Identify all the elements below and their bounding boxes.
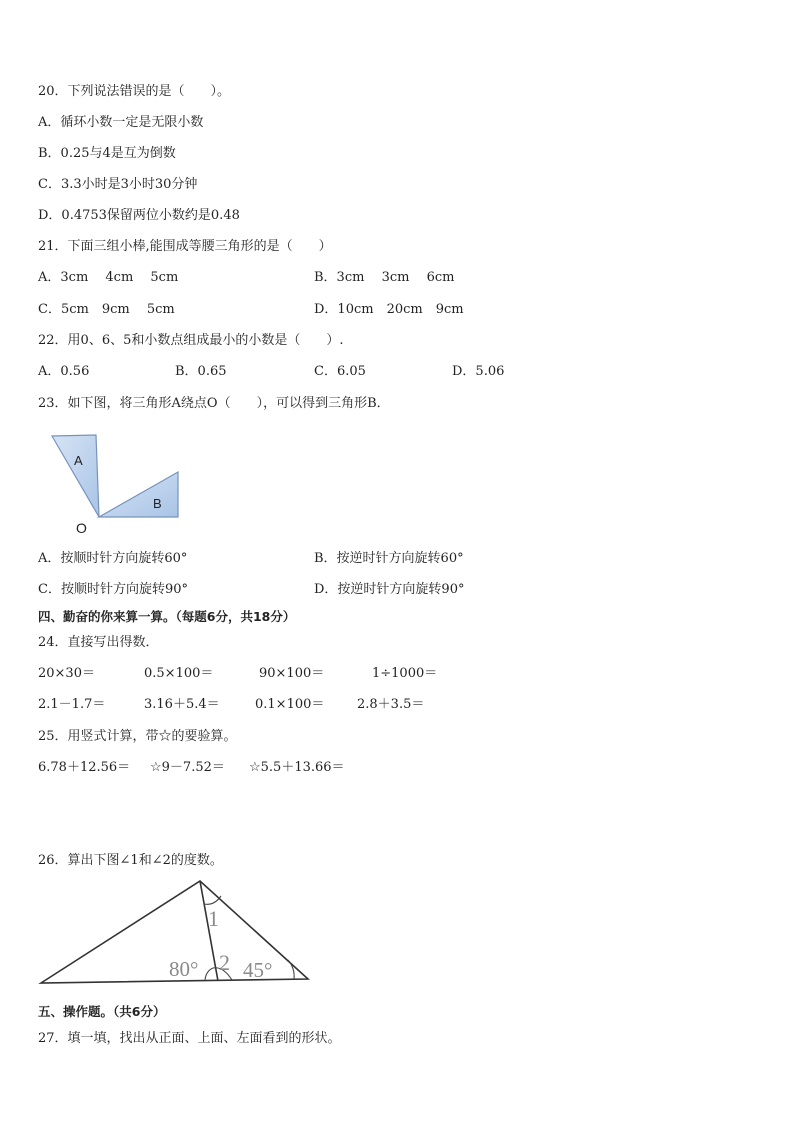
q24-stem: 24．直接写出得数．: [38, 635, 159, 650]
q20-option-a: A．循环小数一定是无限小数: [38, 115, 204, 130]
q23-stem: 23．如下图，将三角形A绕点O（ ），可以得到三角形B．: [38, 396, 390, 411]
point-o-label: O: [76, 520, 87, 536]
q26-stem: 26．算出下图∠1和∠2的度数。: [38, 853, 223, 868]
triangle-b-label: B: [153, 496, 162, 511]
q21-option-d: D．10cm 20cm 9cm: [314, 302, 464, 317]
angle-2-label: 2: [219, 950, 230, 975]
q22-stem: 22．用0、6、5和小数点组成最小的小数是（ ）.: [38, 333, 344, 348]
q22-option-b: B．0.65: [175, 364, 227, 379]
q22-option-c: C．6.05: [314, 364, 366, 379]
section-5-heading: 五、操作题。（共6分）: [38, 1004, 166, 1019]
angle-triangle-figure: [38, 876, 314, 986]
q24-r1-c1: 20×30＝: [38, 666, 95, 681]
q20-stem: 20．下列说法错误的是（ ）。: [38, 84, 231, 99]
q21-option-b: B．3cm 3cm 6cm: [314, 270, 455, 285]
q25-item-1: 6.78＋12.56＝: [38, 760, 131, 775]
q25-stem: 25．用竖式计算，带☆的要验算。: [38, 729, 237, 744]
triangle-b: [99, 472, 178, 517]
q22-option-a: A．0.56: [38, 364, 90, 379]
triangle-a: [52, 435, 99, 517]
q24-r2-c1: 2.1－1.7＝: [38, 697, 106, 712]
section-4-heading: 四、勤奋的你来算一算。（每题6分，共18分）: [38, 609, 296, 624]
q21-option-a: A．3cm 4cm 5cm: [38, 270, 179, 285]
angle-1-label: 1: [208, 906, 219, 931]
q25-item-3: ☆5.5＋13.66＝: [249, 760, 345, 775]
q22-option-d: D．5.06: [452, 364, 505, 379]
angle-45-label: 45°: [243, 958, 273, 982]
q24-r2-c2: 3.16＋5.4＝: [144, 697, 220, 712]
q23-option-d: D．按逆时针方向旋转90°: [314, 582, 465, 597]
dividing-line: [200, 881, 218, 981]
q24-r2-c4: 2.8＋3.5＝: [357, 697, 425, 712]
q24-r2-c3: 0.1×100＝: [255, 697, 325, 712]
q20-option-c: C．3.3小时是3小时30分钟: [38, 177, 198, 192]
q23-option-b: B．按逆时针方向旋转60°: [314, 551, 464, 566]
q23-option-c: C．按顺时针方向旋转90°: [38, 582, 188, 597]
q21-option-c: C．5cm 9cm 5cm: [38, 302, 175, 317]
q21-stem: 21．下面三组小棒,能围成等腰三角形的是（ ）: [38, 239, 332, 254]
q24-r1-c2: 0.5×100＝: [144, 666, 214, 681]
rotation-figure: [40, 428, 190, 540]
q20-option-b: B．0.25与4是互为倒数: [38, 146, 176, 161]
q25-item-2: ☆9－7.52＝: [150, 760, 225, 775]
q23-option-a: A．按顺时针方向旋转60°: [38, 551, 188, 566]
angle-80-label: 80°: [169, 957, 199, 981]
angle-80-arc: [205, 968, 213, 980]
q20-option-d: D．0.4753保留两位小数约是0.48: [38, 208, 240, 223]
q24-r1-c3: 90×100＝: [259, 666, 325, 681]
triangle-a-label: A: [74, 453, 83, 468]
q27-stem: 27．填一填，找出从正面、上面、左面看到的形状。: [38, 1031, 341, 1046]
q24-r1-c4: 1÷1000＝: [372, 666, 438, 681]
